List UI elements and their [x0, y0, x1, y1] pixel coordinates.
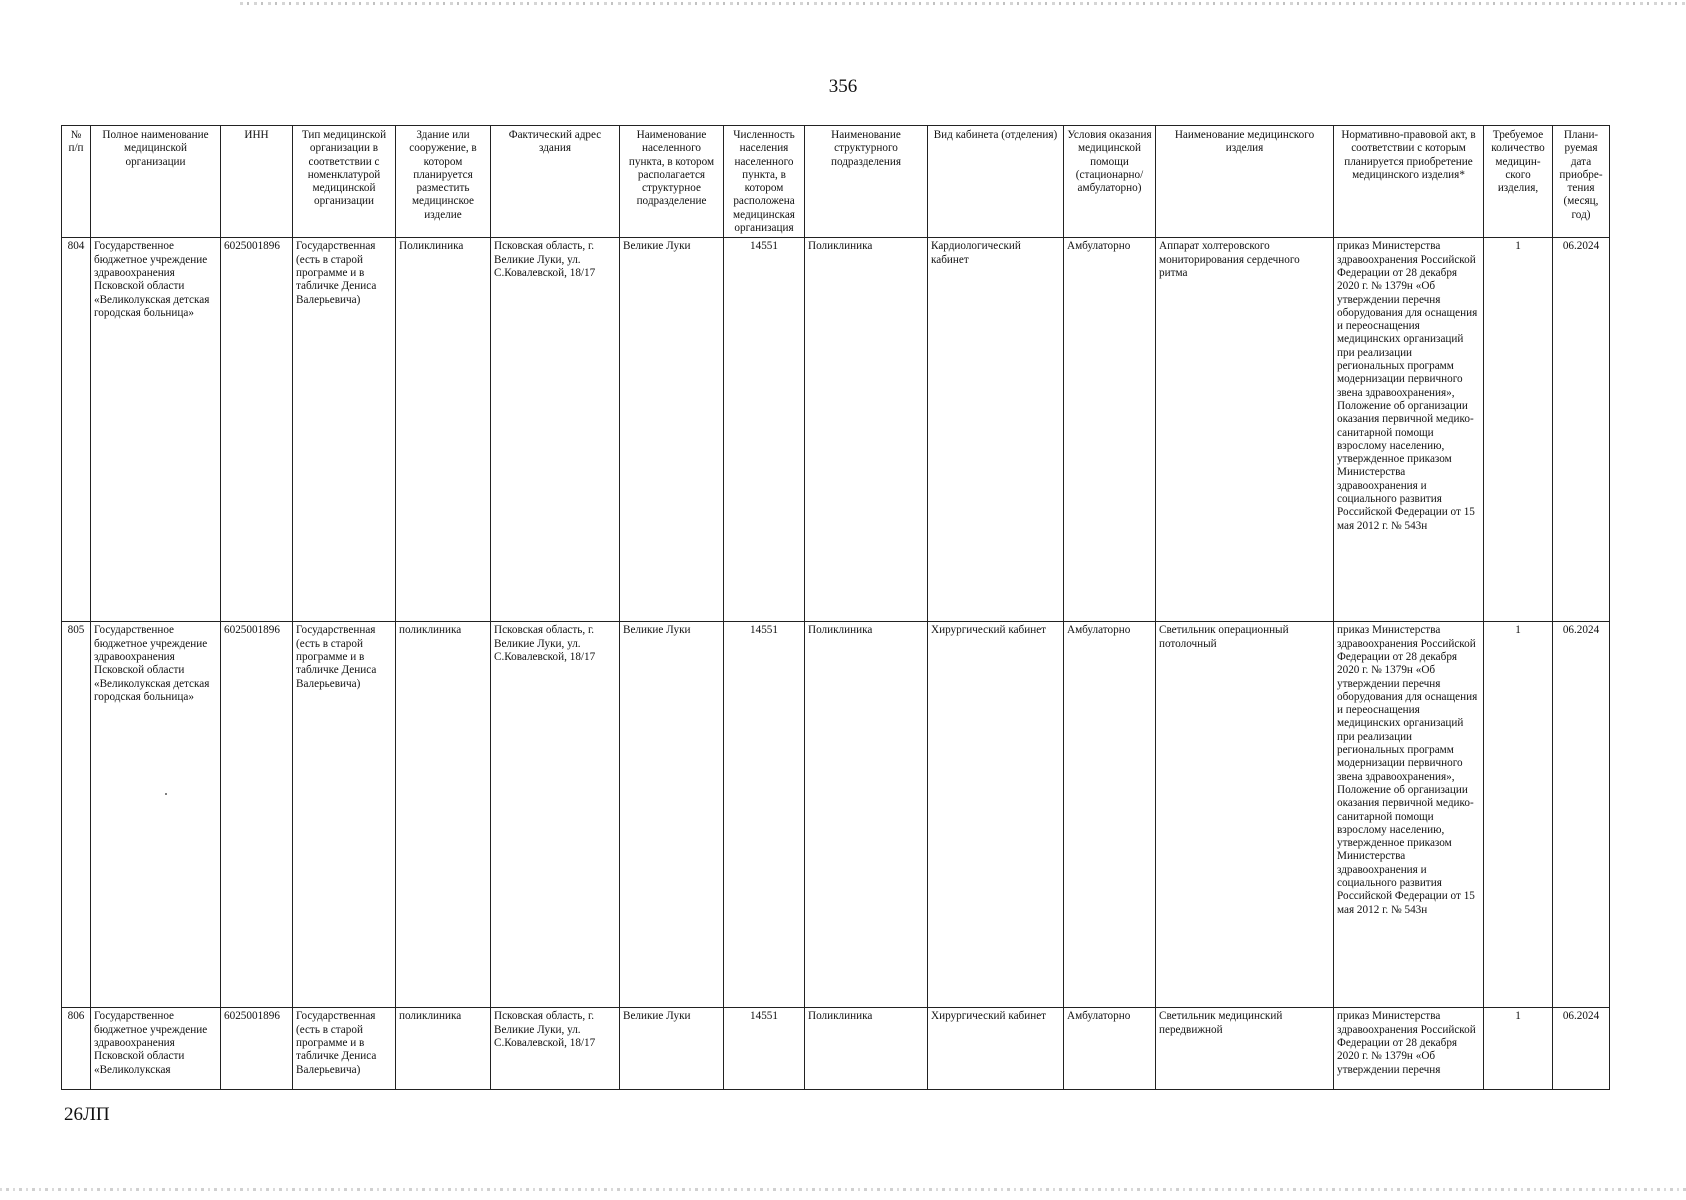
- header-building: Здание или сооружение, в котором планируется разместить медицинское изделие: [396, 126, 491, 238]
- care-conditions: Амбулаторно: [1064, 1008, 1156, 1090]
- planned-date: 06.2024: [1553, 1008, 1610, 1090]
- footer-code: 26ЛП: [64, 1104, 110, 1125]
- quantity: 1: [1484, 1008, 1553, 1090]
- organization-type: Государственная (есть в старой программе и в табличке Дениса Валерьевича): [293, 622, 396, 1008]
- population: 14551: [724, 622, 805, 1008]
- header-settlement: Наименование населенного пункта, в котором располагается структурное подразделение: [620, 126, 724, 238]
- header-address: Фактический адрес здания: [491, 126, 620, 238]
- care-conditions: Амбулаторно: [1064, 238, 1156, 622]
- cabinet-type: Хирургический кабинет: [928, 622, 1064, 1008]
- address: Псковская область, г. Великие Луки, ул. С.Ковалевской, 18/17: [491, 622, 620, 1008]
- organization-name: Государственное бюджетное учреждение здравоохранения Псковской области «Великолукская: [91, 1008, 221, 1090]
- table-row: [62, 622, 1610, 1008]
- address: Псковская область, г. Великие Луки, ул. С.Ковалевской, 18/17: [491, 1008, 620, 1090]
- header-structural-unit: Наименование структурного подразделения: [805, 126, 928, 238]
- quantity: 1: [1484, 622, 1553, 1008]
- cabinet-type: Хирургический кабинет: [928, 1008, 1064, 1090]
- row-number: 805: [62, 622, 91, 1008]
- equipment-register-table: [61, 125, 1610, 1090]
- table-row: [62, 238, 1610, 622]
- care-conditions: Амбулаторно: [1064, 622, 1156, 1008]
- header-care-conditions: Условия оказания медицинской помощи (стационарно/ амбулаторно): [1064, 126, 1156, 238]
- organization-type: Государственная (есть в старой программе и в табличке Дениса Валерьевича): [293, 1008, 396, 1090]
- device-name: Светильник медицинский передвижной: [1156, 1008, 1334, 1090]
- header-row: [62, 126, 1610, 238]
- inn: 6025001896: [221, 1008, 293, 1090]
- row-number: 804: [62, 238, 91, 622]
- address: Псковская область, г. Великие Луки, ул. С.Ковалевской, 18/17: [491, 238, 620, 622]
- building: поликлиника: [396, 622, 491, 1008]
- row-number: 806: [62, 1008, 91, 1090]
- header-planned-date: Плани-руемая дата приобре-тения (месяц, год): [1553, 126, 1610, 238]
- building: поликлиника: [396, 1008, 491, 1090]
- structural-unit: Поликлиника: [805, 238, 928, 622]
- header-population: Численность населения населенного пункта, в котором расположена медицинская организация: [724, 126, 805, 238]
- inn: 6025001896: [221, 238, 293, 622]
- device-name: Аппарат холтеровского мониторирования сердечного ритма: [1156, 238, 1334, 622]
- population: 14551: [724, 1008, 805, 1090]
- header-legal-act: Нормативно-правовой акт, в соответствии с которым планируется приобретение медицинского изделия*: [1334, 126, 1484, 238]
- structural-unit: Поликлиника: [805, 1008, 928, 1090]
- inn: 6025001896: [221, 622, 293, 1008]
- organization-name: Государственное бюджетное учреждение здравоохранения Псковской области «Великолукская детская городская больница»: [91, 238, 221, 622]
- header-device-name: Наименование медицинского изделия: [1156, 126, 1334, 238]
- organization-name: Государственное бюджетное учреждение здравоохранения Псковской области «Великолукская детская городская больница»: [91, 622, 221, 1008]
- quantity: 1: [1484, 238, 1553, 622]
- organization-type: Государственная (есть в старой программе и в табличке Дениса Валерьевича): [293, 238, 396, 622]
- legal-act: приказ Министерства здравоохранения Российской Федерации от 28 декабря 2020 г. № 1379н «Об утверждении перечня: [1334, 1008, 1484, 1090]
- cabinet-type: Кардиологический кабинет: [928, 238, 1064, 622]
- settlement: Великие Луки: [620, 622, 724, 1008]
- legal-act: приказ Министерства здравоохранения Российской Федерации от 28 декабря 2020 г. № 1379н «Об утверждении перечня оборудования для оснащения и переоснащения медицинских организаций при реализации региональных программ модернизации первичного звена здравоохранения», Положение об организации оказания первичной медико-санитарной помощи взрослому населению, утвержденное приказом Министерства здравоохранения и социального развития Российской Федерации от 15 мая 2012 г. № 543н: [1334, 238, 1484, 622]
- header-quantity: Требуемое количество медицин-ского изделия,: [1484, 126, 1553, 238]
- settlement: Великие Луки: [620, 238, 724, 622]
- legal-act: приказ Министерства здравоохранения Российской Федерации от 28 декабря 2020 г. № 1379н «Об утверждении перечня оборудования для оснащения и переоснащения медицинских организаций при реализации региональных программ модернизации первичного звена здравоохранения», Положение об организации оказания первичной медико-санитарной помощи взрослому населению, утвержденное приказом Министерства здравоохранения и социального развития Российской Федерации от 15 мая 2012 г. № 543н: [1334, 622, 1484, 1008]
- header-organization-type: Тип медицинской организации в соответствии с номенклатурой медицинской организации: [293, 126, 396, 238]
- page-number: 356: [828, 76, 858, 97]
- structural-unit: Поликлиника: [805, 622, 928, 1008]
- scan-edge-bottom: [0, 1188, 1686, 1191]
- planned-date: 06.2024: [1553, 622, 1610, 1008]
- planned-date: 06.2024: [1553, 238, 1610, 622]
- scan-speck: [165, 793, 167, 795]
- header-number: № п/п: [62, 126, 91, 238]
- table-row: [62, 1008, 1610, 1090]
- header-cabinet-type: Вид кабинета (отделения): [928, 126, 1064, 238]
- header-inn: ИНН: [221, 126, 293, 238]
- settlement: Великие Луки: [620, 1008, 724, 1090]
- building: Поликлиника: [396, 238, 491, 622]
- scan-edge-top: [240, 2, 1686, 5]
- device-name: Светильник операционный потолочный: [1156, 622, 1334, 1008]
- population: 14551: [724, 238, 805, 622]
- header-organization-name: Полное наименование медицинской организации: [91, 126, 221, 238]
